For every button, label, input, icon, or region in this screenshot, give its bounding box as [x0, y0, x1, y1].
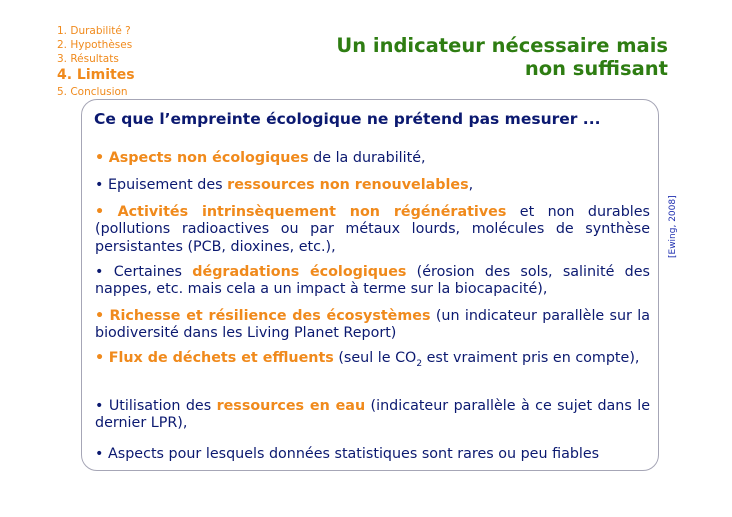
source-reference: [Ewing, 2008] [668, 195, 678, 258]
panel-heading: Ce que l’empreinte écologique ne prétend pas mesurer ... [94, 110, 601, 128]
bullet: • [95, 398, 104, 414]
list-item-unreliable-statistics [95, 446, 650, 463]
item-highlight: Activités intrinsèquement non régénératives [117, 204, 507, 220]
item-text: (indicateur parallèle à ce sujet dans le dernier LPR), [95, 398, 650, 432]
item-highlight: Flux de déchets et effluents [108, 350, 334, 366]
item-highlight: Richesse et résilience des écosystèmes [109, 308, 431, 324]
outline-item-hypotheses[interactable]: 2. Hypothèses [57, 39, 133, 51]
item-text: et non durables (pollutions radioactives ou par métaux lourds, molécules de synthèse persistantes (PCB, dioxines, etc.), [95, 204, 650, 255]
slide-title-line1: Un indicateur nécessaire mais [336, 34, 668, 57]
list-item-ecological-degradation [95, 264, 650, 299]
item-highlight: Aspects non écologiques [108, 150, 309, 166]
outline-item-resultats[interactable]: 3. Résultats [57, 53, 119, 65]
item-text: (seul le CO [333, 350, 417, 366]
list-item-waste-flows [95, 350, 650, 367]
item-text: Aspects pour lesquels données statistiques sont rares ou peu fiables [107, 446, 600, 462]
section-outline [57, 24, 135, 99]
item-text: Epuisement des [107, 177, 228, 193]
list-item-non-ecological [95, 150, 650, 167]
list-item-non-regenerative [95, 204, 650, 256]
item-text: Utilisation des [108, 398, 217, 414]
content-panel [81, 99, 659, 471]
item-highlight: ressources non renouvelables [227, 177, 469, 193]
item-text: (un indicateur parallèle sur la biodiversité dans les Living Planet Report) [95, 308, 651, 342]
co2-subscript: 2 [416, 358, 423, 369]
item-text: (érosion des sols, salinité des nappes, etc. mais cela a un impact à terme sur la biocapacité), [95, 264, 651, 298]
item-text: , [468, 177, 474, 193]
item-highlight: dégradations écologiques [192, 264, 407, 280]
bullet: • [95, 350, 105, 366]
slide-title-line2: non suffisant [524, 57, 668, 80]
list-item-non-renewable [95, 177, 650, 194]
bullet: • [95, 150, 105, 166]
bullet: • [95, 177, 104, 193]
slide-title [336, 34, 668, 80]
outline-item-conclusion[interactable]: 5. Conclusion [57, 86, 128, 98]
bullet: • [95, 446, 104, 462]
list-item-water-resources [95, 398, 650, 433]
item-highlight: ressources en eau [216, 398, 366, 414]
item-text: est vraiment pris en compte), [422, 350, 640, 366]
item-text: Certaines [113, 264, 193, 280]
bullet: • [95, 204, 105, 220]
item-text: de la durabilité, [308, 150, 426, 166]
outline-item-durabilite[interactable]: 1. Durabilité ? [57, 25, 131, 37]
bullet: • [95, 308, 105, 324]
list-item-ecosystem-resilience [95, 308, 650, 343]
outline-item-limites-current[interactable]: 4. Limites [57, 67, 135, 83]
bullet: • [95, 264, 104, 280]
